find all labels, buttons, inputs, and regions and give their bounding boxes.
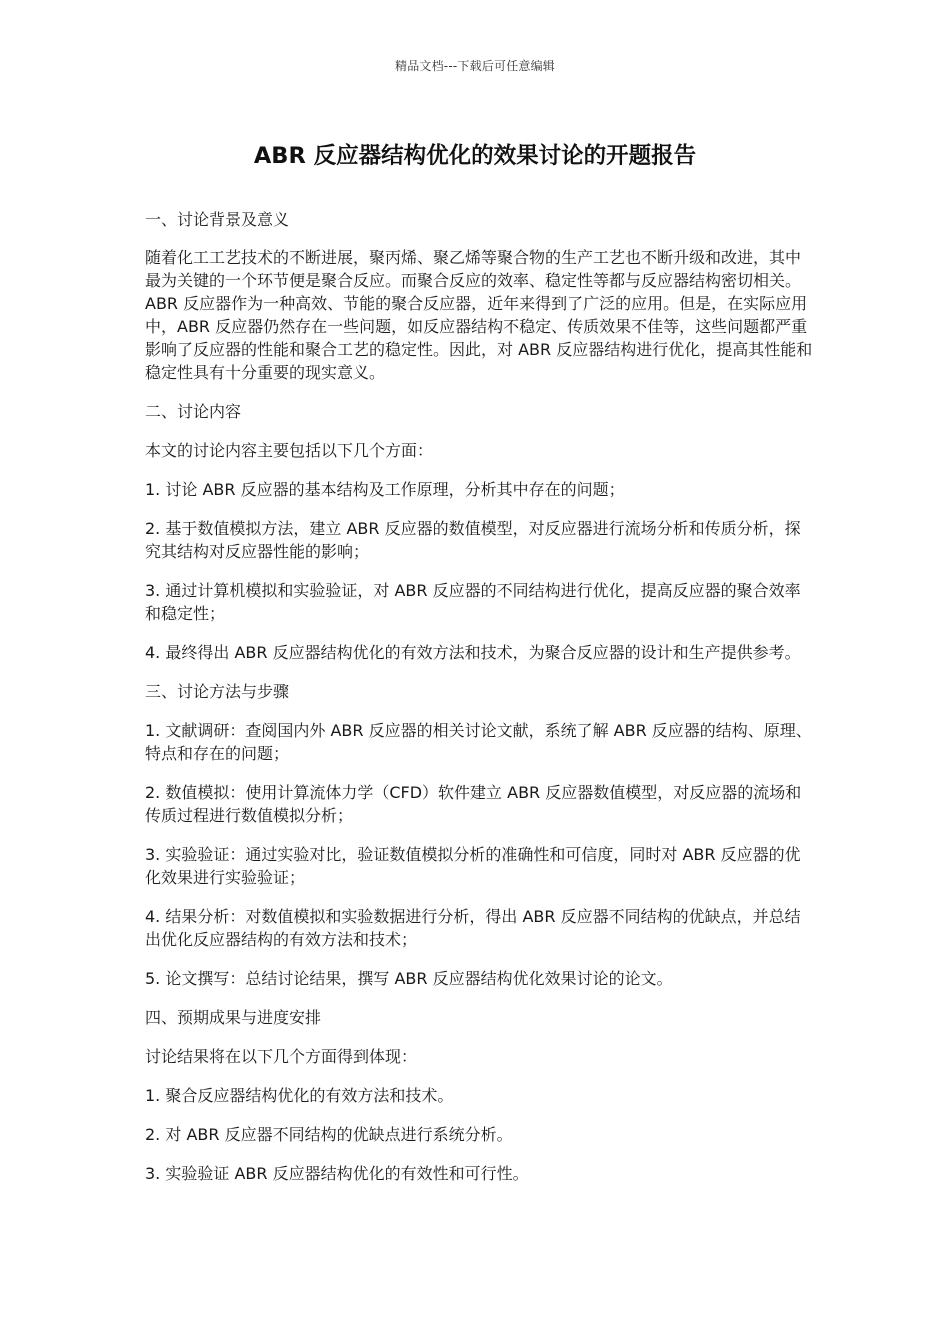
section-heading-methods: 三、讨论方法与步骤 — [145, 682, 290, 701]
section-heading-background: 一、讨论背景及意义 — [145, 210, 290, 229]
outcome-item-2: 2. 对 ABR 反应器不同结构的优缺点进行系统分析。 — [145, 1125, 513, 1144]
section-heading-content: 二、讨论内容 — [145, 402, 242, 421]
content-item-1: 1. 讨论 ABR 反应器的基本结构及工作原理，分析其中存在的问题； — [145, 480, 625, 499]
outcome-item-3: 3. 实验验证 ABR 反应器结构优化的有效性和可行性。 — [145, 1164, 529, 1183]
document-body — [145, 208, 815, 1201]
method-item-5: 5. 论文撰写：总结讨论结果，撰写 ABR 反应器结构优化效果讨论的论文。 — [145, 969, 673, 988]
document-title: ABR 反应器结构优化的效果讨论的开题报告 — [253, 143, 697, 169]
content-item-4: 4. 最终得出 ABR 反应器结构优化的有效方法和技术，为聚合反应器的设计和生产提供参考。 — [145, 643, 801, 662]
header-note: 精品文档---下载后可任意编辑 — [395, 59, 555, 73]
method-item-1: 1. 文献调研：查阅国内外 ABR 反应器的相关讨论文献，系统了解 ABR 反应器的结构、原理、特点和存在的问题； — [145, 721, 812, 763]
outcome-item-1: 1. 聚合反应器结构优化的有效方法和技术。 — [145, 1086, 454, 1105]
content-item-2: 2. 基于数值模拟方法，建立 ABR 反应器的数值模型，对反应器进行流场分析和传质分析，探究其结构对反应器性能的影响； — [145, 519, 801, 561]
outcomes-intro: 讨论结果将在以下几个方面得到体现： — [145, 1047, 418, 1066]
method-item-4: 4. 结果分析：对数值模拟和实验数据进行分析，得出 ABR 反应器不同结构的优缺点，并总结出优化反应器结构的有效方法和技术； — [145, 907, 801, 949]
content-item-3: 3. 通过计算机模拟和实验验证，对 ABR 反应器的不同结构进行优化，提高反应器的聚合效率和稳定性； — [145, 581, 801, 623]
method-item-2: 2. 数值模拟：使用计算流体力学（CFD）软件建立 ABR 反应器数值模型，对反应器的流场和传质过程进行数值模拟分析； — [145, 783, 802, 825]
background-paragraph: 随着化工工艺技术的不断进展，聚丙烯、聚乙烯等聚合物的生产工艺也不断升级和改进，其中最为关键的一个环节便是聚合反应。而聚合反应的效率、稳定性等都与反应器结构密切相关。ABR 反应器作为一种高效、节能的聚合反应器，近年来得到了广泛的应用。但是，在实际应用中，ABR 反应器仍然存在一些问题，如反应器结构不稳定、传质效果不佳等，这些问题都严重影响了反应器的性能和聚合工艺的稳定性。因此，对 ABR 反应器结构进行优化，提高其性能和稳定性具有十分重要的现实意义。 — [145, 248, 813, 382]
content-intro: 本文的讨论内容主要包括以下几个方面： — [145, 441, 434, 460]
section-heading-outcomes: 四、预期成果与进度安排 — [145, 1008, 322, 1027]
method-item-3: 3. 实验验证：通过实验对比，验证数值模拟分析的准确性和可信度，同时对 ABR 反应器的优化效果进行实验验证； — [145, 845, 801, 887]
